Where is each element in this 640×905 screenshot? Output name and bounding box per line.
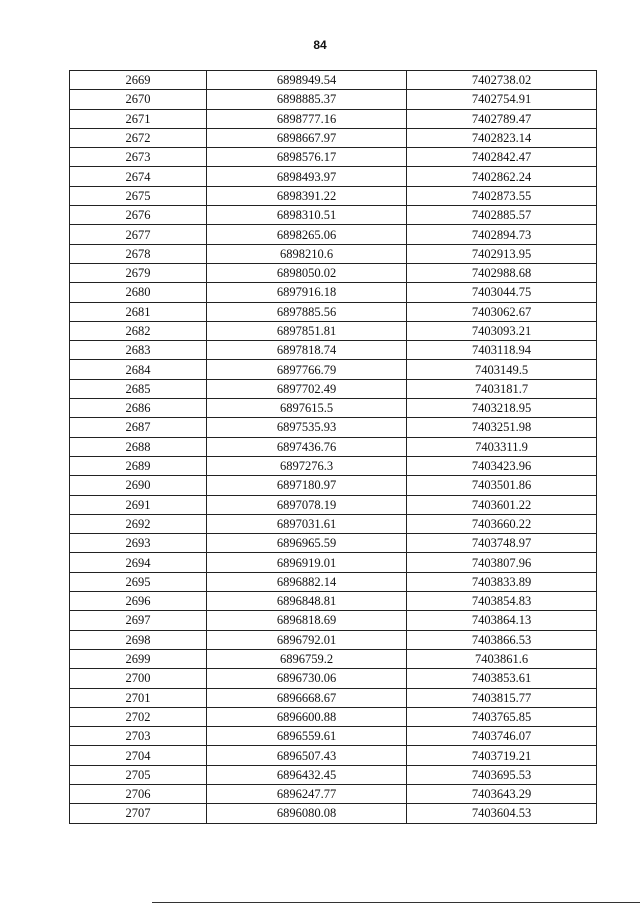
point-number-cell: 2706 (70, 784, 207, 803)
x-coordinate-cell: 6897276.3 (207, 456, 407, 475)
y-coordinate-cell: 7403601.22 (407, 495, 597, 514)
y-coordinate-cell: 7403866.53 (407, 630, 597, 649)
table-row (70, 765, 597, 784)
table-row (70, 109, 597, 128)
x-coordinate-cell: 6898667.97 (207, 128, 407, 147)
table-row (70, 128, 597, 147)
table-row (70, 263, 597, 282)
table-row (70, 71, 597, 90)
point-number-cell: 2679 (70, 263, 207, 282)
table-row (70, 399, 597, 418)
point-number-cell: 2694 (70, 553, 207, 572)
table-row (70, 456, 597, 475)
point-number-cell: 2692 (70, 514, 207, 533)
point-number-cell: 2672 (70, 128, 207, 147)
point-number-cell: 2682 (70, 321, 207, 340)
y-coordinate-cell: 7403501.86 (407, 476, 597, 495)
y-coordinate-cell: 7403044.75 (407, 283, 597, 302)
y-coordinate-cell: 7402738.02 (407, 71, 597, 90)
point-number-cell: 2687 (70, 418, 207, 437)
point-number-cell: 2684 (70, 360, 207, 379)
y-coordinate-cell: 7402885.57 (407, 206, 597, 225)
point-number-cell: 2705 (70, 765, 207, 784)
coordinates-table (69, 70, 597, 824)
point-number-cell: 2688 (70, 437, 207, 456)
point-number-cell: 2690 (70, 476, 207, 495)
x-coordinate-cell: 6896432.45 (207, 765, 407, 784)
y-coordinate-cell: 7403423.96 (407, 456, 597, 475)
y-coordinate-cell: 7403604.53 (407, 804, 597, 823)
x-coordinate-cell: 6896919.01 (207, 553, 407, 572)
y-coordinate-cell: 7403660.22 (407, 514, 597, 533)
point-number-cell: 2677 (70, 225, 207, 244)
y-coordinate-cell: 7402894.73 (407, 225, 597, 244)
x-coordinate-cell: 6896600.88 (207, 707, 407, 726)
y-coordinate-cell: 7403833.89 (407, 572, 597, 591)
point-number-cell: 2700 (70, 669, 207, 688)
table-row (70, 592, 597, 611)
x-coordinate-cell: 6898050.02 (207, 263, 407, 282)
x-coordinate-cell: 6898949.54 (207, 71, 407, 90)
table-row (70, 244, 597, 263)
point-number-cell: 2698 (70, 630, 207, 649)
table-row (70, 302, 597, 321)
x-coordinate-cell: 6896247.77 (207, 784, 407, 803)
x-coordinate-cell: 6898777.16 (207, 109, 407, 128)
point-number-cell: 2671 (70, 109, 207, 128)
x-coordinate-cell: 6897702.49 (207, 379, 407, 398)
y-coordinate-cell: 7402823.14 (407, 128, 597, 147)
x-coordinate-cell: 6896730.06 (207, 669, 407, 688)
table-row (70, 804, 597, 823)
x-coordinate-cell: 6898210.6 (207, 244, 407, 263)
x-coordinate-cell: 6898493.97 (207, 167, 407, 186)
y-coordinate-cell: 7402873.55 (407, 186, 597, 205)
point-number-cell: 2673 (70, 148, 207, 167)
table-row (70, 418, 597, 437)
point-number-cell: 2701 (70, 688, 207, 707)
table-row (70, 649, 597, 668)
table-row (70, 707, 597, 726)
point-number-cell: 2674 (70, 167, 207, 186)
point-number-cell: 2681 (70, 302, 207, 321)
point-number-cell: 2670 (70, 90, 207, 109)
x-coordinate-cell: 6898265.06 (207, 225, 407, 244)
page-number: 84 (313, 38, 327, 52)
point-number-cell: 2675 (70, 186, 207, 205)
table-row (70, 630, 597, 649)
y-coordinate-cell: 7403861.6 (407, 649, 597, 668)
point-number-cell: 2691 (70, 495, 207, 514)
y-coordinate-cell: 7403149.5 (407, 360, 597, 379)
point-number-cell: 2696 (70, 592, 207, 611)
table-row (70, 476, 597, 495)
y-coordinate-cell: 7403643.29 (407, 784, 597, 803)
point-number-cell: 2704 (70, 746, 207, 765)
table-row (70, 321, 597, 340)
x-coordinate-cell: 6897885.56 (207, 302, 407, 321)
x-coordinate-cell: 6897818.74 (207, 341, 407, 360)
table-row (70, 283, 597, 302)
point-number-cell: 2703 (70, 727, 207, 746)
x-coordinate-cell: 6896668.67 (207, 688, 407, 707)
table-row (70, 186, 597, 205)
x-coordinate-cell: 6897031.61 (207, 514, 407, 533)
y-coordinate-cell: 7402913.95 (407, 244, 597, 263)
y-coordinate-cell: 7403746.07 (407, 727, 597, 746)
table-row (70, 148, 597, 167)
y-coordinate-cell: 7403765.85 (407, 707, 597, 726)
x-coordinate-cell: 6896507.43 (207, 746, 407, 765)
y-coordinate-cell: 7403807.96 (407, 553, 597, 572)
x-coordinate-cell: 6896848.81 (207, 592, 407, 611)
point-number-cell: 2685 (70, 379, 207, 398)
y-coordinate-cell: 7402842.47 (407, 148, 597, 167)
table-row (70, 437, 597, 456)
y-coordinate-cell: 7403748.97 (407, 534, 597, 553)
x-coordinate-cell: 6897535.93 (207, 418, 407, 437)
x-coordinate-cell: 6898885.37 (207, 90, 407, 109)
y-coordinate-cell: 7403864.13 (407, 611, 597, 630)
y-coordinate-cell: 7403815.77 (407, 688, 597, 707)
y-coordinate-cell: 7403251.98 (407, 418, 597, 437)
x-coordinate-cell: 6898310.51 (207, 206, 407, 225)
point-number-cell: 2669 (70, 71, 207, 90)
x-coordinate-cell: 6897916.18 (207, 283, 407, 302)
point-number-cell: 2686 (70, 399, 207, 418)
x-coordinate-cell: 6897766.79 (207, 360, 407, 379)
point-number-cell: 2680 (70, 283, 207, 302)
point-number-cell: 2693 (70, 534, 207, 553)
x-coordinate-cell: 6897180.97 (207, 476, 407, 495)
point-number-cell: 2697 (70, 611, 207, 630)
table-row (70, 746, 597, 765)
table-row (70, 341, 597, 360)
x-coordinate-cell: 6896792.01 (207, 630, 407, 649)
x-coordinate-cell: 6896759.2 (207, 649, 407, 668)
table-row (70, 379, 597, 398)
table-row (70, 611, 597, 630)
point-number-cell: 2695 (70, 572, 207, 591)
point-number-cell: 2689 (70, 456, 207, 475)
table-row (70, 90, 597, 109)
y-coordinate-cell: 7403093.21 (407, 321, 597, 340)
point-number-cell: 2678 (70, 244, 207, 263)
y-coordinate-cell: 7403695.53 (407, 765, 597, 784)
x-coordinate-cell: 6897436.76 (207, 437, 407, 456)
x-coordinate-cell: 6897851.81 (207, 321, 407, 340)
table-row (70, 572, 597, 591)
point-number-cell: 2702 (70, 707, 207, 726)
x-coordinate-cell: 6898391.22 (207, 186, 407, 205)
table-row (70, 495, 597, 514)
table-row (70, 553, 597, 572)
y-coordinate-cell: 7402988.68 (407, 263, 597, 282)
x-coordinate-cell: 6896080.08 (207, 804, 407, 823)
y-coordinate-cell: 7403311.9 (407, 437, 597, 456)
y-coordinate-cell: 7403062.67 (407, 302, 597, 321)
y-coordinate-cell: 7403181.7 (407, 379, 597, 398)
point-number-cell: 2676 (70, 206, 207, 225)
table-row (70, 784, 597, 803)
point-number-cell: 2683 (70, 341, 207, 360)
x-coordinate-cell: 6898576.17 (207, 148, 407, 167)
point-number-cell: 2707 (70, 804, 207, 823)
y-coordinate-cell: 7402789.47 (407, 109, 597, 128)
table-row (70, 669, 597, 688)
y-coordinate-cell: 7403218.95 (407, 399, 597, 418)
table-row (70, 514, 597, 533)
y-coordinate-cell: 7403118.94 (407, 341, 597, 360)
y-coordinate-cell: 7403854.83 (407, 592, 597, 611)
x-coordinate-cell: 6897078.19 (207, 495, 407, 514)
table-row (70, 206, 597, 225)
x-coordinate-cell: 6897615.5 (207, 399, 407, 418)
x-coordinate-cell: 6896965.59 (207, 534, 407, 553)
point-number-cell: 2699 (70, 649, 207, 668)
y-coordinate-cell: 7402754.91 (407, 90, 597, 109)
table-body (70, 71, 597, 824)
y-coordinate-cell: 7403719.21 (407, 746, 597, 765)
x-coordinate-cell: 6896559.61 (207, 727, 407, 746)
table-row (70, 534, 597, 553)
y-coordinate-cell: 7402862.24 (407, 167, 597, 186)
table-row (70, 225, 597, 244)
table-row (70, 688, 597, 707)
x-coordinate-cell: 6896818.69 (207, 611, 407, 630)
table-row (70, 727, 597, 746)
y-coordinate-cell: 7403853.61 (407, 669, 597, 688)
table-row (70, 360, 597, 379)
x-coordinate-cell: 6896882.14 (207, 572, 407, 591)
table-row (70, 167, 597, 186)
bottom-rule (152, 902, 640, 903)
